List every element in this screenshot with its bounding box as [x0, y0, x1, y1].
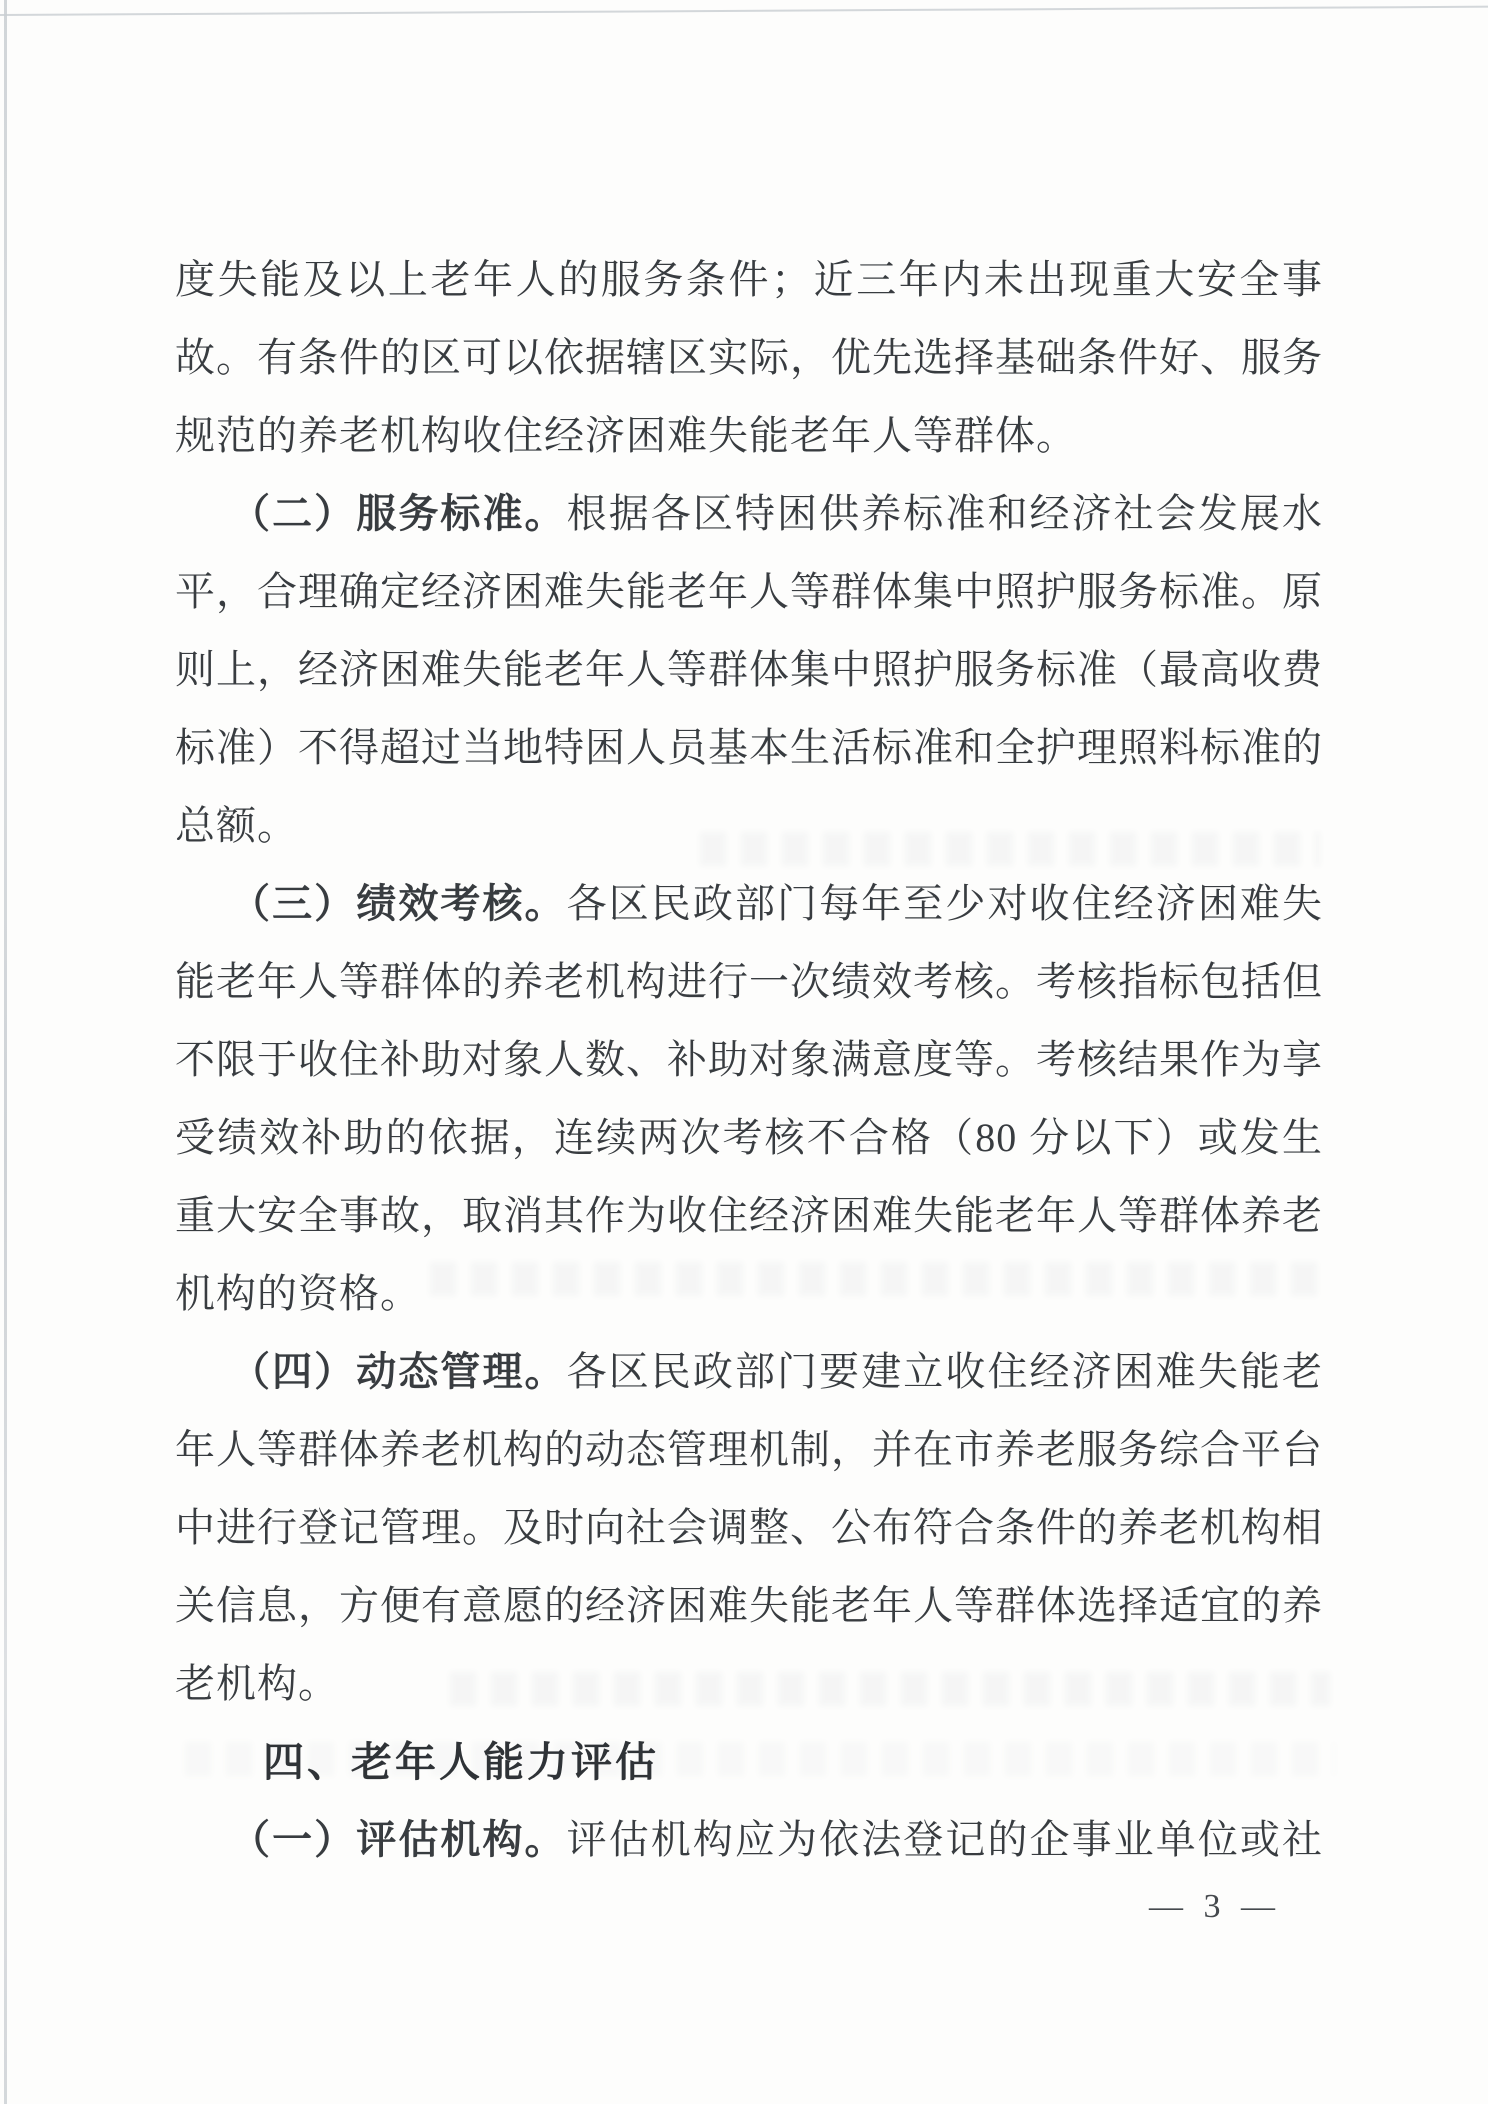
paragraph-label: （二）服务标准。	[230, 491, 567, 536]
text-line: 受绩效补助的依据，连续两次考核不合格（80 分以下）或发生	[175, 1115, 1323, 1160]
page-number: — 3 —	[1149, 1888, 1281, 1925]
paragraph-label: （三）绩效考核。	[230, 881, 567, 926]
paragraph-label: （一）评估机构。	[230, 1817, 567, 1862]
text-line: 关信息，方便有意愿的经济困难失能老年人等群体选择适宜的养	[175, 1583, 1323, 1628]
text-line: （四）动态管理。各区民政部门要建立收住经济困难失能老	[230, 1349, 1324, 1394]
text-line: 规范的养老机构收住经济困难失能老年人等群体。	[175, 413, 1077, 458]
text-line: 能老年人等群体的养老机构进行一次绩效考核。考核指标包括但	[175, 959, 1323, 1004]
scan-edge-left	[4, 0, 7, 2104]
paragraph-label: （四）动态管理。	[230, 1349, 567, 1394]
text-line: 重大安全事故，取消其作为收住经济困难失能老年人等群体养老	[175, 1193, 1323, 1238]
text-line: （二）服务标准。根据各区特困供养标准和经济社会发展水	[230, 491, 1324, 536]
text-line: （三）绩效考核。各区民政部门每年至少对收住经济困难失	[230, 881, 1324, 926]
text-line: 平，合理确定经济困难失能老年人等群体集中照护服务标准。原	[175, 569, 1323, 614]
text-line: 故。有条件的区可以依据辖区实际，优先选择基础条件好、服务	[175, 335, 1323, 380]
text-line: 年人等群体养老机构的动态管理机制，并在市养老服务综合平台	[175, 1427, 1323, 1472]
text-line: 不限于收住补助对象人数、补助对象满意度等。考核结果作为享	[175, 1037, 1323, 1082]
text-line: （一）评估机构。评估机构应为依法登记的企事业单位或社	[230, 1817, 1324, 1862]
text-line: 度失能及以上老年人的服务条件；近三年内未出现重大安全事	[175, 257, 1323, 302]
text-line: 机构的资格。	[175, 1271, 421, 1316]
scan-edge-top	[0, 6, 1488, 16]
text-line: 中进行登记管理。及时向社会调整、公布符合条件的养老机构相	[175, 1505, 1323, 1550]
text-line: 则上，经济困难失能老年人等群体集中照护服务标准（最高收费	[175, 647, 1323, 692]
text-line: 总额。	[175, 803, 298, 848]
text-line: 老机构。	[175, 1661, 339, 1706]
document-body	[175, 241, 1323, 1879]
text-line: 标准）不得超过当地特困人员基本生活标准和全护理照料标准的	[175, 725, 1323, 770]
section-heading: 四、老年人能力评估	[263, 1739, 659, 1785]
